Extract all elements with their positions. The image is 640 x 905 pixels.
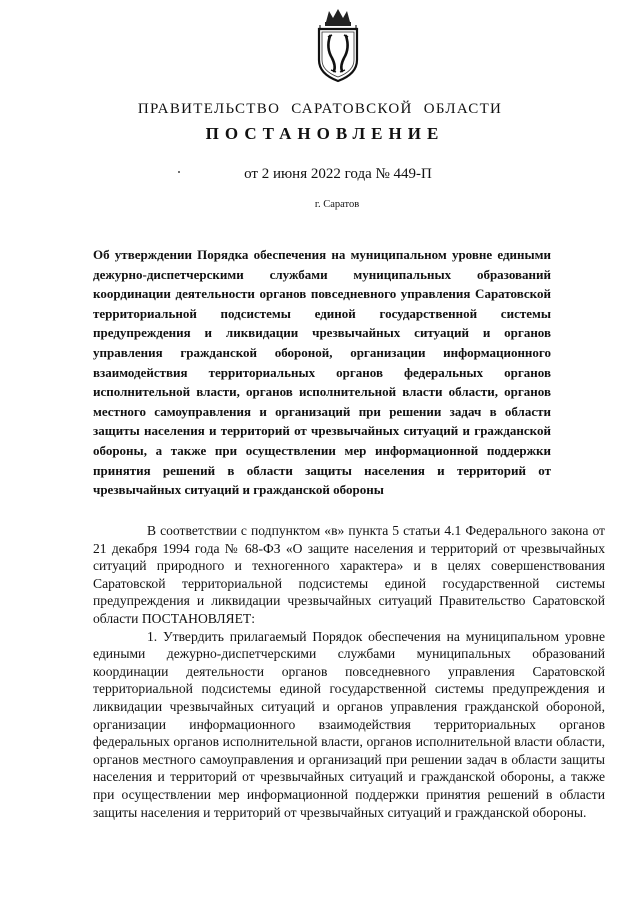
item-1-paragraph: 1. Утвердить прилагаемый Порядок обеспечения на муниципальном уровне едиными дежурно-диспетчерскими службами муниципальных образований координации деятельности органов повседневного управления Саратовской территориальной подсистемы единой государственной системы предупреждения и ликвидации чрезвычайных ситуаций и органов управления гражданской обороной, организации информационного взаимодействия территориальных органов федеральных органов исполнительной власти, органов исполнительной власти области, органов местного самоуправления и организаций при решении задач в области защиты населения и территорий от чрезвычайных ситуаций и гражданской обороны, а также при осуществлении мер информационной поддержки принятия решений в области защиты населения и территорий от чрезвычайных ситуаций и гражданской обороны. [93, 628, 605, 820]
coat-of-arms-icon [312, 8, 364, 84]
preamble-paragraph: В соответствии с подпунктом «в» пункта 5 статьи 4.1 Федерального закона от 21 декабря 1994 года № 68-ФЗ «О защите населения и территорий от чрезвычайных ситуаций природного и техногенного характера» и в целях совершенствования Саратовской территориальной подсистемы единой государственной системы предупреждения и ликвидации чрезвычайных ситуаций Правительство Саратовской области ПОСТАНОВЛЯЕТ: [93, 523, 605, 626]
document-type: ПОСТАНОВЛЕНИЕ [205, 124, 445, 143]
scan-speck [178, 171, 180, 173]
document-title: Об утверждении Порядка обеспечения на муниципальном уровне едиными дежурно-диспетчерскими службами муниципальных образований координации деятельности органов повседневного управления Саратовской территориальной подсистемы единой государственной системы предупреждения и ликвидации чрезвычайных ситуаций и органов управления гражданской обороной, организации информационного взаимодействия территориальных органов федеральных органов исполнительной власти, органов исполнительной власти области, органов местного самоуправления и организаций при решении задач в области защиты населения и территорий от чрезвычайных ситуаций и гражданской обороны, а также при осуществлении мер информационной поддержки принятия решений в области защиты населения и территорий от чрезвычайных ситуаций и гражданской обороны [93, 247, 551, 498]
document-date-number: от 2 июня 2022 года № 449-П [244, 166, 432, 182]
document-body [93, 522, 605, 821]
document-city: г. Саратов [314, 199, 360, 210]
government-name: ПРАВИТЕЛЬСТВО САРАТОВСКОЙ ОБЛАСТИ [137, 101, 503, 117]
